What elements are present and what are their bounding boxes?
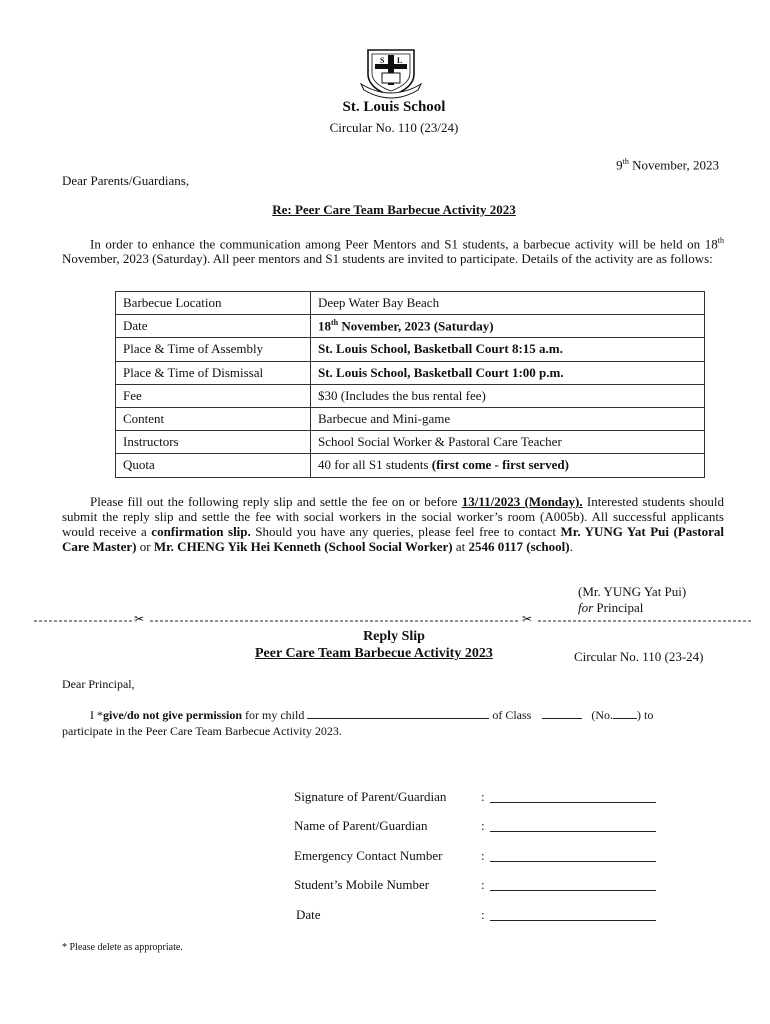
footnote: * Please delete as appropriate. — [62, 942, 183, 953]
emergency-contact-field[interactable] — [490, 860, 656, 862]
table-key: Place & Time of Dismissal — [116, 361, 311, 384]
table-row — [116, 338, 705, 361]
field-colon: : — [481, 877, 485, 892]
table-key: Quota — [116, 454, 311, 477]
field-colon: : — [481, 789, 485, 804]
class-number-field[interactable] — [613, 707, 637, 719]
signature-label: Signature of Parent/Guardian — [294, 789, 447, 804]
instructions-paragraph: Please fill out the following reply slip and settle the fee on or before 13/11/2023 (Monday). Interested students should submit the reply slip and settle the fee with social workers in the social worker’s room (A005b). All successful applicants would receive a confirmation slip. Should you have any queries, please feel free to contact Mr. YUNG Yat Pui (Pastoral Care Master) or Mr. CHENG Yik Hei Kenneth (School Social Worker) at 2546 0117 (school). — [62, 494, 725, 554]
scissors-icon: ✂ — [522, 612, 533, 626]
circular-number: Circular No. 110 (23/24) — [329, 120, 459, 135]
table-value: Barbecue and Mini-game — [311, 407, 705, 430]
child-name-field[interactable] — [307, 707, 489, 719]
table-row — [116, 292, 705, 315]
activity-details-table — [115, 291, 705, 478]
table-value: Deep Water Bay Beach — [311, 292, 705, 315]
signer-role: for Principal — [578, 600, 644, 615]
student-mobile-field[interactable] — [490, 889, 656, 891]
reply-salutation: Dear Principal, — [62, 677, 135, 691]
signature-block — [578, 584, 686, 616]
emergency-contact-label: Emergency Contact Number — [294, 848, 443, 863]
table-row — [116, 384, 705, 407]
scissors-icon: ✂ — [134, 612, 145, 626]
school-crest-icon — [358, 44, 424, 100]
deadline: 13/11/2023 (Monday). — [461, 494, 583, 509]
table-row — [116, 315, 705, 338]
table-key: Barbecue Location — [116, 292, 311, 315]
letter-date: 9th November, 2023 — [616, 157, 719, 173]
table-value: $30 (Includes the bus rental fee) — [311, 384, 705, 407]
table-value: 40 for all S1 students (first come - first served) — [311, 454, 705, 477]
student-mobile-label: Student’s Mobile Number — [294, 877, 430, 892]
table-row — [116, 454, 705, 477]
table-key: Place & Time of Assembly — [116, 338, 311, 361]
date-field[interactable] — [490, 919, 656, 921]
reply-slip-subtitle: Peer Care Team Barbecue Activity 2023 — [255, 646, 493, 661]
permission-statement: I *give/do not give permission for my child of Class (No. ) to — [90, 708, 654, 722]
svg-text:L: L — [397, 56, 403, 65]
field-colon: : — [481, 848, 485, 863]
svg-text:S: S — [380, 56, 385, 65]
table-value: St. Louis School, Basketball Court 8:15 a.m. — [311, 338, 705, 361]
field-colon: : — [481, 818, 485, 833]
reply-circular-number: Circular No. 110 (23-24) — [574, 649, 704, 664]
table-row — [116, 431, 705, 454]
table-key: Date — [116, 315, 311, 338]
table-key: Instructors — [116, 431, 311, 454]
table-key: Fee — [116, 384, 311, 407]
table-value: 18th November, 2023 (Saturday) — [311, 315, 705, 338]
school-name: St. Louis School — [342, 99, 446, 115]
table-row — [116, 407, 705, 430]
date-label: Date — [296, 907, 321, 922]
subject-line: Re: Peer Care Team Barbecue Activity 2023 — [272, 202, 516, 217]
table-key: Content — [116, 407, 311, 430]
permission-statement-cont: participate in the Peer Care Team Barbecue Activity 2023. — [62, 724, 342, 738]
table-row — [116, 361, 705, 384]
parent-name-label: Name of Parent/Guardian — [294, 818, 428, 833]
signer-name: (Mr. YUNG Yat Pui) — [578, 584, 687, 599]
field-colon: : — [481, 907, 485, 922]
class-field[interactable] — [542, 707, 582, 719]
intro-paragraph: In order to enhance the communication among Peer Mentors and S1 students, a barbecue activity will be held on 18th November, 2023 (Saturday). All peer mentors and S1 students are invited to participate. Details of the activity are as follows: — [62, 236, 724, 267]
salutation: Dear Parents/Guardians, — [62, 173, 190, 188]
table-value: School Social Worker & Pastoral Care Teacher — [311, 431, 705, 454]
signature-field[interactable] — [490, 801, 656, 803]
table-value: St. Louis School, Basketball Court 1:00 p.m. — [311, 361, 705, 384]
cut-line — [34, 614, 752, 628]
reply-slip-title: Reply Slip — [363, 629, 425, 644]
parent-name-field[interactable] — [490, 830, 656, 832]
